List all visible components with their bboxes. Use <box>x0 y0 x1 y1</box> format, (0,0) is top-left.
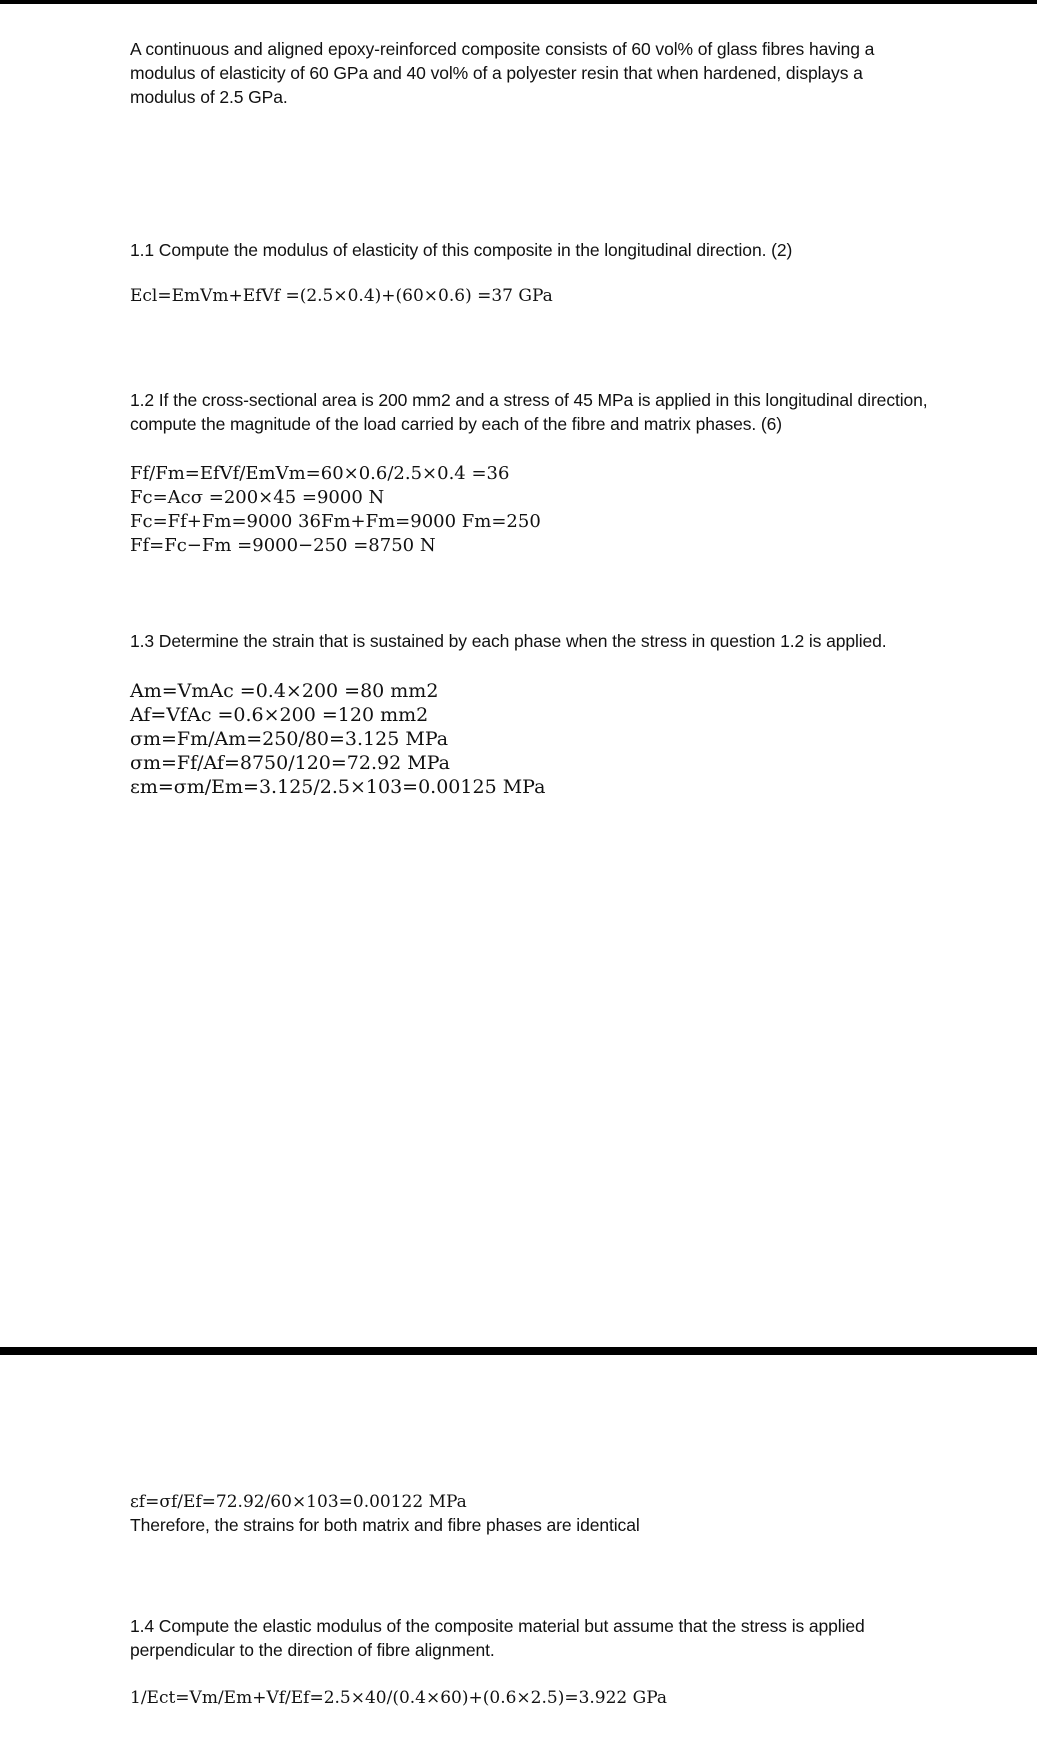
equation-line: Ff=Fc−Fm =9000−250 =8750 N <box>130 535 436 556</box>
answer-1-2 <box>130 462 950 558</box>
page-top-border <box>0 0 1037 4</box>
answer-1-3 <box>130 679 950 799</box>
equation-line: Fc=Acσ =200×45 =9000 N <box>130 487 385 508</box>
question-1-3: 1.3 Determine the strain that is sustained by each phase when the stress in question 1.2 is applied. <box>130 631 887 651</box>
question-1-2: 1.2 If the cross-sectional area is 200 mm2 and a stress of 45 MPa is applied in this longitudinal direction, compute the magnitude of the load carried by each of the fibre and matrix phases. (6) <box>130 390 928 434</box>
strain-fibre-equation: εf=σf/Ef=72.92/60×103=0.00122 MPa <box>130 1492 467 1512</box>
question-1-1: 1.1 Compute the modulus of elasticity of this composite in the longitudinal direction. (2) <box>130 240 793 260</box>
conclusion-text: Therefore, the strains for both matrix and fibre phases are identical <box>130 1515 640 1535</box>
question-1-4: 1.4 Compute the elastic modulus of the composite material but assume that the stress is applied perpendicular to the direction of fibre alignment. <box>130 1616 865 1660</box>
page-break-border <box>0 1347 1037 1355</box>
intro-paragraph: A continuous and aligned epoxy-reinforced composite consists of 60 vol% of glass fibres having a modulus of elasticity of 60 GPa and 40 vol% of a polyester resin that when hardened, displays a modulus of 2.5 GPa. <box>130 39 875 107</box>
equation-line: Fc=Ff+Fm=9000 36Fm+Fm=9000 Fm=250 <box>130 511 541 532</box>
equation-line: Ff/Fm=EfVf/EmVm=60×0.6/2.5×0.4 =36 <box>130 463 510 484</box>
answer-1-1: Ecl=EmVm+EfVf =(2.5×0.4)+(60×0.6) =37 GPa <box>130 286 553 306</box>
equation-line: εm=σm/Em=3.125/2.5×103=0.00125 MPa <box>130 776 546 798</box>
equation-line: σm=Ff/Af=8750/120=72.92 MPa <box>130 752 450 774</box>
equation-line: Am=VmAc =0.4×200 =80 mm2 <box>130 680 439 702</box>
equation-line: Af=VfAc =0.6×200 =120 mm2 <box>130 704 429 726</box>
answer-1-4: 1/Ect=Vm/Em+Vf/Ef=2.5×40/(0.4×60)+(0.6×2.5)=3.922 GPa <box>130 1688 668 1708</box>
equation-line: σm=Fm/Am=250/80=3.125 MPa <box>130 728 449 750</box>
